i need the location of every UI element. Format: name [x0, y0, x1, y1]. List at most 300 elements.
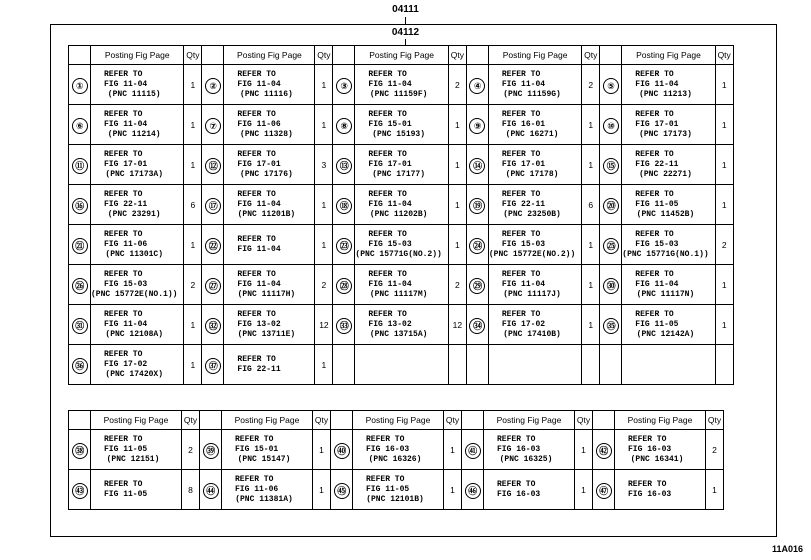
reference-cell [355, 105, 448, 145]
reference-cell [488, 225, 581, 265]
part-number-circle: ⑲ [469, 198, 485, 214]
part-number-cell [462, 470, 484, 510]
reference-cell [484, 430, 575, 470]
part-number-circle: ⑤ [603, 78, 619, 94]
part-number-circle: ㉚ [603, 278, 619, 294]
qty-value: 2 [184, 265, 202, 305]
refer-to-text: REFER TO [501, 149, 541, 159]
reference-cell [91, 185, 184, 225]
qty-value: 1 [315, 185, 333, 225]
refer-to-text: REFER TO [368, 229, 407, 239]
pnc-reference: (PNC 11301C) [105, 249, 164, 259]
fig-reference: FIG 16-03 [497, 444, 541, 454]
reference-cell [622, 65, 715, 105]
fig-reference: FIG 17-01 [501, 159, 546, 169]
refer-to-text: REFER TO [104, 269, 143, 279]
fig-reference: FIG 15-03 [501, 239, 546, 249]
header-qty: Qty [448, 46, 466, 65]
fig-reference: FIG 11-04 [237, 279, 281, 289]
reference-cell [91, 305, 184, 345]
reference-cell [91, 65, 184, 105]
header-index-cell [202, 46, 224, 65]
header-posting-fig-page: Posting Fig Page [224, 46, 315, 65]
part-number-cell [333, 345, 355, 385]
part-number-cell [202, 225, 224, 265]
reference-cell [353, 430, 444, 470]
pnc-reference: (PNC 11117H) [237, 289, 296, 299]
pnc-reference: (PNC 15147) [237, 454, 291, 464]
fig-reference: FIG 22-11 [501, 199, 546, 209]
refer-to-text: REFER TO [237, 69, 276, 79]
fig-reference: FIG 11-04 [237, 244, 281, 254]
part-number-circle: ㉔ [469, 238, 485, 254]
refer-to-text: REFER TO [501, 269, 541, 279]
part-number-cell [200, 470, 222, 510]
reference-cell [224, 185, 315, 225]
header-posting-fig-page: Posting Fig Page [91, 46, 184, 65]
fig-reference: FIG 16-03 [628, 489, 672, 499]
part-number-circle: ㉖ [72, 278, 88, 294]
refer-to-text: REFER TO [104, 309, 143, 319]
part-number-circle: ⑱ [336, 198, 352, 214]
fig-reference: FIG 17-01 [104, 159, 148, 169]
reference-cell [622, 225, 715, 265]
fig-reference: FIG 11-04 [635, 279, 679, 289]
header-qty: Qty [706, 411, 724, 430]
pnc-reference: (PNC 11213) [639, 89, 692, 99]
part-number-cell [600, 145, 622, 185]
refer-to-text: REFER TO [366, 474, 405, 484]
qty-cell [715, 345, 733, 385]
reference-cell [91, 345, 184, 385]
part-number-cell [600, 65, 622, 105]
header-qty: Qty [715, 46, 733, 65]
refer-to-text: REFER TO [635, 69, 674, 79]
part-number-cell [600, 185, 622, 225]
part-number-circle: ㉙ [469, 278, 485, 294]
pnc-reference: (PNC 11117N) [636, 289, 695, 299]
part-number-cell [202, 185, 224, 225]
refer-to-text: REFER TO [237, 189, 276, 199]
qty-value: 1 [582, 265, 600, 305]
qty-value: 1 [715, 65, 733, 105]
pnc-reference: (PNC 17410B) [503, 329, 561, 339]
qty-value: 1 [715, 145, 733, 185]
fig-reference: FIG 11-06 [237, 119, 281, 129]
refer-to-text: REFER TO [368, 189, 407, 199]
refer-to-text: REFER TO [237, 109, 276, 119]
part-number-circle: ③ [336, 78, 352, 94]
reference-cell [622, 345, 715, 385]
header-qty: Qty [575, 411, 593, 430]
part-number-cell [202, 305, 224, 345]
header-posting-fig-page: Posting Fig Page [355, 46, 448, 65]
pnc-reference: (PNC 11116) [240, 89, 293, 99]
reference-cell [224, 305, 315, 345]
refer-to-text: REFER TO [104, 434, 143, 444]
part-number-cell [333, 305, 355, 345]
qty-value: 2 [182, 430, 200, 470]
part-number-circle: ⑪ [72, 158, 88, 174]
header-qty: Qty [184, 46, 202, 65]
qty-value: 6 [184, 185, 202, 225]
part-number-cell [466, 345, 488, 385]
refer-to-text: REFER TO [368, 109, 407, 119]
refer-to-text: REFER TO [368, 309, 407, 319]
pnc-reference: (PNC 17176) [240, 169, 293, 179]
part-number-cell [333, 185, 355, 225]
fig-reference: FIG 11-04 [104, 319, 148, 329]
reference-cell [488, 265, 581, 305]
reference-cell [91, 105, 184, 145]
part-number-cell [333, 145, 355, 185]
pnc-reference: (PNC 12101B) [366, 494, 424, 504]
refer-to-text: REFER TO [501, 69, 541, 79]
part-number-cell [600, 225, 622, 265]
part-number-circle: ④ [469, 78, 485, 94]
part-number-circle: ㊺ [334, 483, 350, 499]
reference-cell [488, 105, 581, 145]
header-index-cell [462, 411, 484, 430]
qty-value: 1 [184, 305, 202, 345]
header-qty: Qty [444, 411, 462, 430]
part-number-circle: ㊶ [465, 443, 481, 459]
part-number-circle: ㊴ [203, 443, 219, 459]
table-row [69, 430, 724, 470]
fig-reference: FIG 22-11 [104, 199, 148, 209]
part-number-circle: ㊵ [334, 443, 350, 459]
fig-reference: FIG 13-02 [368, 319, 412, 329]
qty-value: 1 [444, 430, 462, 470]
qty-value: 1 [184, 345, 202, 385]
qty-value: 1 [315, 225, 333, 265]
reference-cell [484, 470, 575, 510]
qty-value: 1 [448, 185, 466, 225]
pnc-reference: (PNC 11117M) [369, 289, 428, 299]
pnc-reference: (PNC 15771G(NO.2)) [355, 249, 442, 259]
pnc-reference: (PNC 16271) [505, 129, 559, 139]
reference-cell [488, 185, 581, 225]
reference-cell [224, 345, 315, 385]
part-number-circle: ㊸ [72, 483, 88, 499]
refer-to-text: REFER TO [497, 434, 536, 444]
header-posting-fig-page: Posting Fig Page [91, 411, 182, 430]
qty-value: 2 [315, 265, 333, 305]
pnc-reference: (PNC 16325) [499, 454, 553, 464]
refer-to-text: REFER TO [628, 434, 667, 444]
reference-cell [355, 345, 448, 385]
header-posting-fig-page: Posting Fig Page [622, 46, 715, 65]
part-number-cell [69, 265, 91, 305]
qty-value: 1 [315, 65, 333, 105]
reference-cell [91, 225, 184, 265]
part-number-circle: ⑳ [603, 198, 619, 214]
part-number-circle: ㉝ [336, 318, 352, 334]
fig-reference: FIG 11-04 [237, 199, 281, 209]
part-number-cell [466, 225, 488, 265]
header-qty: Qty [582, 46, 600, 65]
part-number-circle: ㉓ [336, 238, 352, 254]
pnc-reference: (PNC 17173A) [105, 169, 164, 179]
part-number-circle: ㉞ [469, 318, 485, 334]
refer-to-text: REFER TO [104, 229, 143, 239]
part-number-cell [69, 345, 91, 385]
header-qty: Qty [313, 411, 331, 430]
part-number-circle: ㉘ [336, 278, 352, 294]
pnc-reference: (PNC 15772E(NO.1)) [91, 289, 178, 299]
table-row [69, 185, 734, 225]
qty-value: 1 [575, 430, 593, 470]
header-index-cell [69, 46, 91, 65]
reference-cell [622, 305, 715, 345]
part-number-circle: ⑬ [336, 158, 352, 174]
assembly-code: 04111 [392, 4, 419, 15]
reference-cell [622, 265, 715, 305]
reference-cell [355, 225, 448, 265]
refer-to-text: REFER TO [235, 474, 274, 484]
pnc-reference: (PNC 13715A) [369, 329, 428, 339]
pnc-reference: (PNC 11117J) [503, 289, 561, 299]
part-number-cell [333, 65, 355, 105]
part-number-circle: ⑫ [205, 158, 221, 174]
fig-reference: FIG 17-01 [237, 159, 281, 169]
qty-value: 1 [313, 470, 331, 510]
qty-value: 1 [448, 145, 466, 185]
qty-value: 1 [315, 105, 333, 145]
fig-reference: FIG 16-03 [628, 444, 672, 454]
fig-reference: FIG 15-03 [635, 239, 679, 249]
reference-cell [91, 265, 184, 305]
reference-cell [353, 470, 444, 510]
qty-value: 1 [184, 105, 202, 145]
header-posting-fig-page: Posting Fig Page [615, 411, 706, 430]
part-number-circle: ㊷ [596, 443, 612, 459]
figure-code: 11A016 [771, 544, 803, 554]
part-number-cell [466, 105, 488, 145]
part-number-cell [69, 305, 91, 345]
part-number-cell [600, 345, 622, 385]
refer-to-text: REFER TO [501, 229, 541, 239]
pnc-reference: (PNC 11159G) [503, 89, 561, 99]
part-number-cell [593, 470, 615, 510]
refer-to-text: REFER TO [635, 229, 674, 239]
pnc-reference: (PNC 11115) [107, 89, 161, 99]
refer-to-text: REFER TO [368, 149, 407, 159]
qty-value: 12 [315, 305, 333, 345]
part-number-cell [333, 225, 355, 265]
part-number-cell [202, 105, 224, 145]
qty-value: 1 [313, 430, 331, 470]
reference-cell [488, 145, 581, 185]
reference-cell [224, 265, 315, 305]
pnc-reference: (PNC 17177) [372, 169, 426, 179]
part-number-cell [331, 470, 353, 510]
reference-cell [615, 470, 706, 510]
header-posting-fig-page: Posting Fig Page [353, 411, 444, 430]
qty-value: 1 [184, 145, 202, 185]
pnc-reference: (PNC 11159F) [369, 89, 428, 99]
table-row [69, 145, 734, 185]
pnc-reference: (PNC 22271) [639, 169, 692, 179]
pnc-reference: (PNC 23250B) [503, 209, 561, 219]
fig-reference: FIG 17-02 [501, 319, 546, 329]
part-number-cell [202, 145, 224, 185]
pnc-reference: (PNC 17173) [639, 129, 692, 139]
part-number-cell [69, 145, 91, 185]
part-number-circle: ㉟ [603, 318, 619, 334]
pnc-reference: (PNC 11328) [240, 129, 293, 139]
part-number-cell [69, 430, 91, 470]
part-number-cell [462, 430, 484, 470]
part-number-circle: ⑨ [469, 118, 485, 134]
part-number-cell [593, 430, 615, 470]
pnc-reference: (PNC 11201B) [237, 209, 296, 219]
fig-reference: FIG 11-05 [366, 484, 410, 494]
header-index-cell [600, 46, 622, 65]
reference-cell [91, 470, 182, 510]
table-header-row [69, 411, 724, 430]
refer-to-text: REFER TO [635, 149, 674, 159]
part-number-circle: ⑰ [205, 198, 221, 214]
qty-value: 1 [715, 185, 733, 225]
part-number-circle: ⑭ [469, 158, 485, 174]
reference-cell [488, 65, 581, 105]
pnc-reference: (PNC 16326) [368, 454, 422, 464]
pnc-reference: (PNC 11381A) [235, 494, 293, 504]
pnc-reference: (PNC 17420X) [105, 369, 164, 379]
refer-to-text: REFER TO [237, 354, 276, 364]
qty-value: 12 [448, 305, 466, 345]
header-index-cell [466, 46, 488, 65]
reference-cell [615, 430, 706, 470]
sub-assembly-code: 04112 [391, 27, 420, 38]
fig-reference: FIG 11-04 [104, 79, 148, 89]
fig-reference: FIG 16-03 [497, 489, 541, 499]
refer-to-text: REFER TO [237, 149, 276, 159]
pnc-reference: (PNC 12151) [106, 454, 160, 464]
fig-reference: FIG 11-04 [635, 79, 679, 89]
header-index-cell [333, 46, 355, 65]
pnc-reference: (PNC 16341) [630, 454, 684, 464]
qty-value: 1 [706, 470, 724, 510]
fig-reference: FIG 11-04 [368, 199, 412, 209]
qty-cell [582, 345, 600, 385]
qty-value: 2 [706, 430, 724, 470]
reference-cell [222, 430, 313, 470]
part-number-cell [600, 265, 622, 305]
table-header-row [69, 46, 734, 65]
part-number-cell [333, 105, 355, 145]
fig-reference: FIG 11-05 [104, 489, 148, 499]
fig-reference: FIG 11-06 [235, 484, 279, 494]
pnc-reference: (PNC 11214) [107, 129, 161, 139]
part-number-circle: ㊹ [203, 483, 219, 499]
reference-cell [91, 430, 182, 470]
qty-value: 1 [715, 105, 733, 145]
reference-cell [355, 305, 448, 345]
refer-to-text: REFER TO [104, 69, 143, 79]
refer-to-text: REFER TO [368, 269, 407, 279]
part-number-cell [333, 265, 355, 305]
qty-value: 3 [315, 145, 333, 185]
refer-to-text: REFER TO [501, 189, 541, 199]
qty-value: 1 [575, 470, 593, 510]
part-number-cell [69, 225, 91, 265]
part-number-circle: ㉑ [72, 238, 88, 254]
qty-value: 2 [448, 65, 466, 105]
part-number-circle: ㊱ [72, 358, 88, 374]
pnc-reference: (PNC 15193) [372, 129, 426, 139]
part-number-circle: ㊼ [596, 483, 612, 499]
table-row [69, 305, 734, 345]
refer-to-text: REFER TO [501, 309, 541, 319]
reference-cell [355, 265, 448, 305]
pnc-reference: (PNC 23291) [107, 209, 161, 219]
reference-cell [224, 225, 315, 265]
assembly-leader-line [405, 17, 406, 24]
part-number-circle: ㉕ [603, 238, 619, 254]
reference-cell [355, 65, 448, 105]
fig-reference: FIG 22-11 [635, 159, 679, 169]
refer-to-text: REFER TO [635, 309, 674, 319]
refer-to-text: REFER TO [628, 479, 667, 489]
qty-value: 2 [448, 265, 466, 305]
table-row [69, 265, 734, 305]
fig-reference: FIG 11-04 [368, 79, 412, 89]
part-number-circle: ㉜ [205, 318, 221, 334]
refer-to-text: REFER TO [104, 349, 143, 359]
qty-value: 1 [582, 145, 600, 185]
refer-to-text: REFER TO [104, 479, 143, 489]
fig-reference: FIG 11-05 [104, 444, 148, 454]
parts-reference-table-2 [68, 410, 724, 510]
reference-cell [488, 305, 581, 345]
part-number-cell [466, 265, 488, 305]
header-qty: Qty [182, 411, 200, 430]
refer-to-text: REFER TO [237, 269, 276, 279]
refer-to-text: REFER TO [635, 189, 674, 199]
fig-reference: FIG 11-05 [635, 319, 679, 329]
reference-cell [224, 145, 315, 185]
part-number-cell [466, 305, 488, 345]
fig-reference: FIG 11-04 [237, 79, 281, 89]
pnc-reference: (PNC 11202B) [369, 209, 428, 219]
part-number-cell [69, 470, 91, 510]
part-number-cell [69, 105, 91, 145]
part-number-circle: ⑩ [603, 118, 619, 134]
pnc-reference: (PNC 11452B) [636, 209, 695, 219]
qty-value: 1 [315, 345, 333, 385]
qty-value: 2 [715, 225, 733, 265]
part-number-circle: ⑮ [603, 158, 619, 174]
qty-value: 1 [582, 225, 600, 265]
part-number-cell [331, 430, 353, 470]
part-number-cell [200, 430, 222, 470]
part-number-cell [600, 105, 622, 145]
refer-to-text: REFER TO [635, 109, 674, 119]
qty-value: 6 [582, 185, 600, 225]
qty-value: 1 [444, 470, 462, 510]
table-row [69, 105, 734, 145]
fig-reference: FIG 17-02 [104, 359, 148, 369]
refer-to-text: REFER TO [235, 434, 274, 444]
fig-reference: FIG 17-01 [635, 119, 679, 129]
refer-to-text: REFER TO [104, 149, 143, 159]
fig-reference: FIG 11-04 [501, 279, 546, 289]
reference-cell [91, 145, 184, 185]
pnc-reference: (PNC 15772E(NO.2)) [488, 249, 576, 259]
pnc-reference: (PNC 17178) [505, 169, 559, 179]
